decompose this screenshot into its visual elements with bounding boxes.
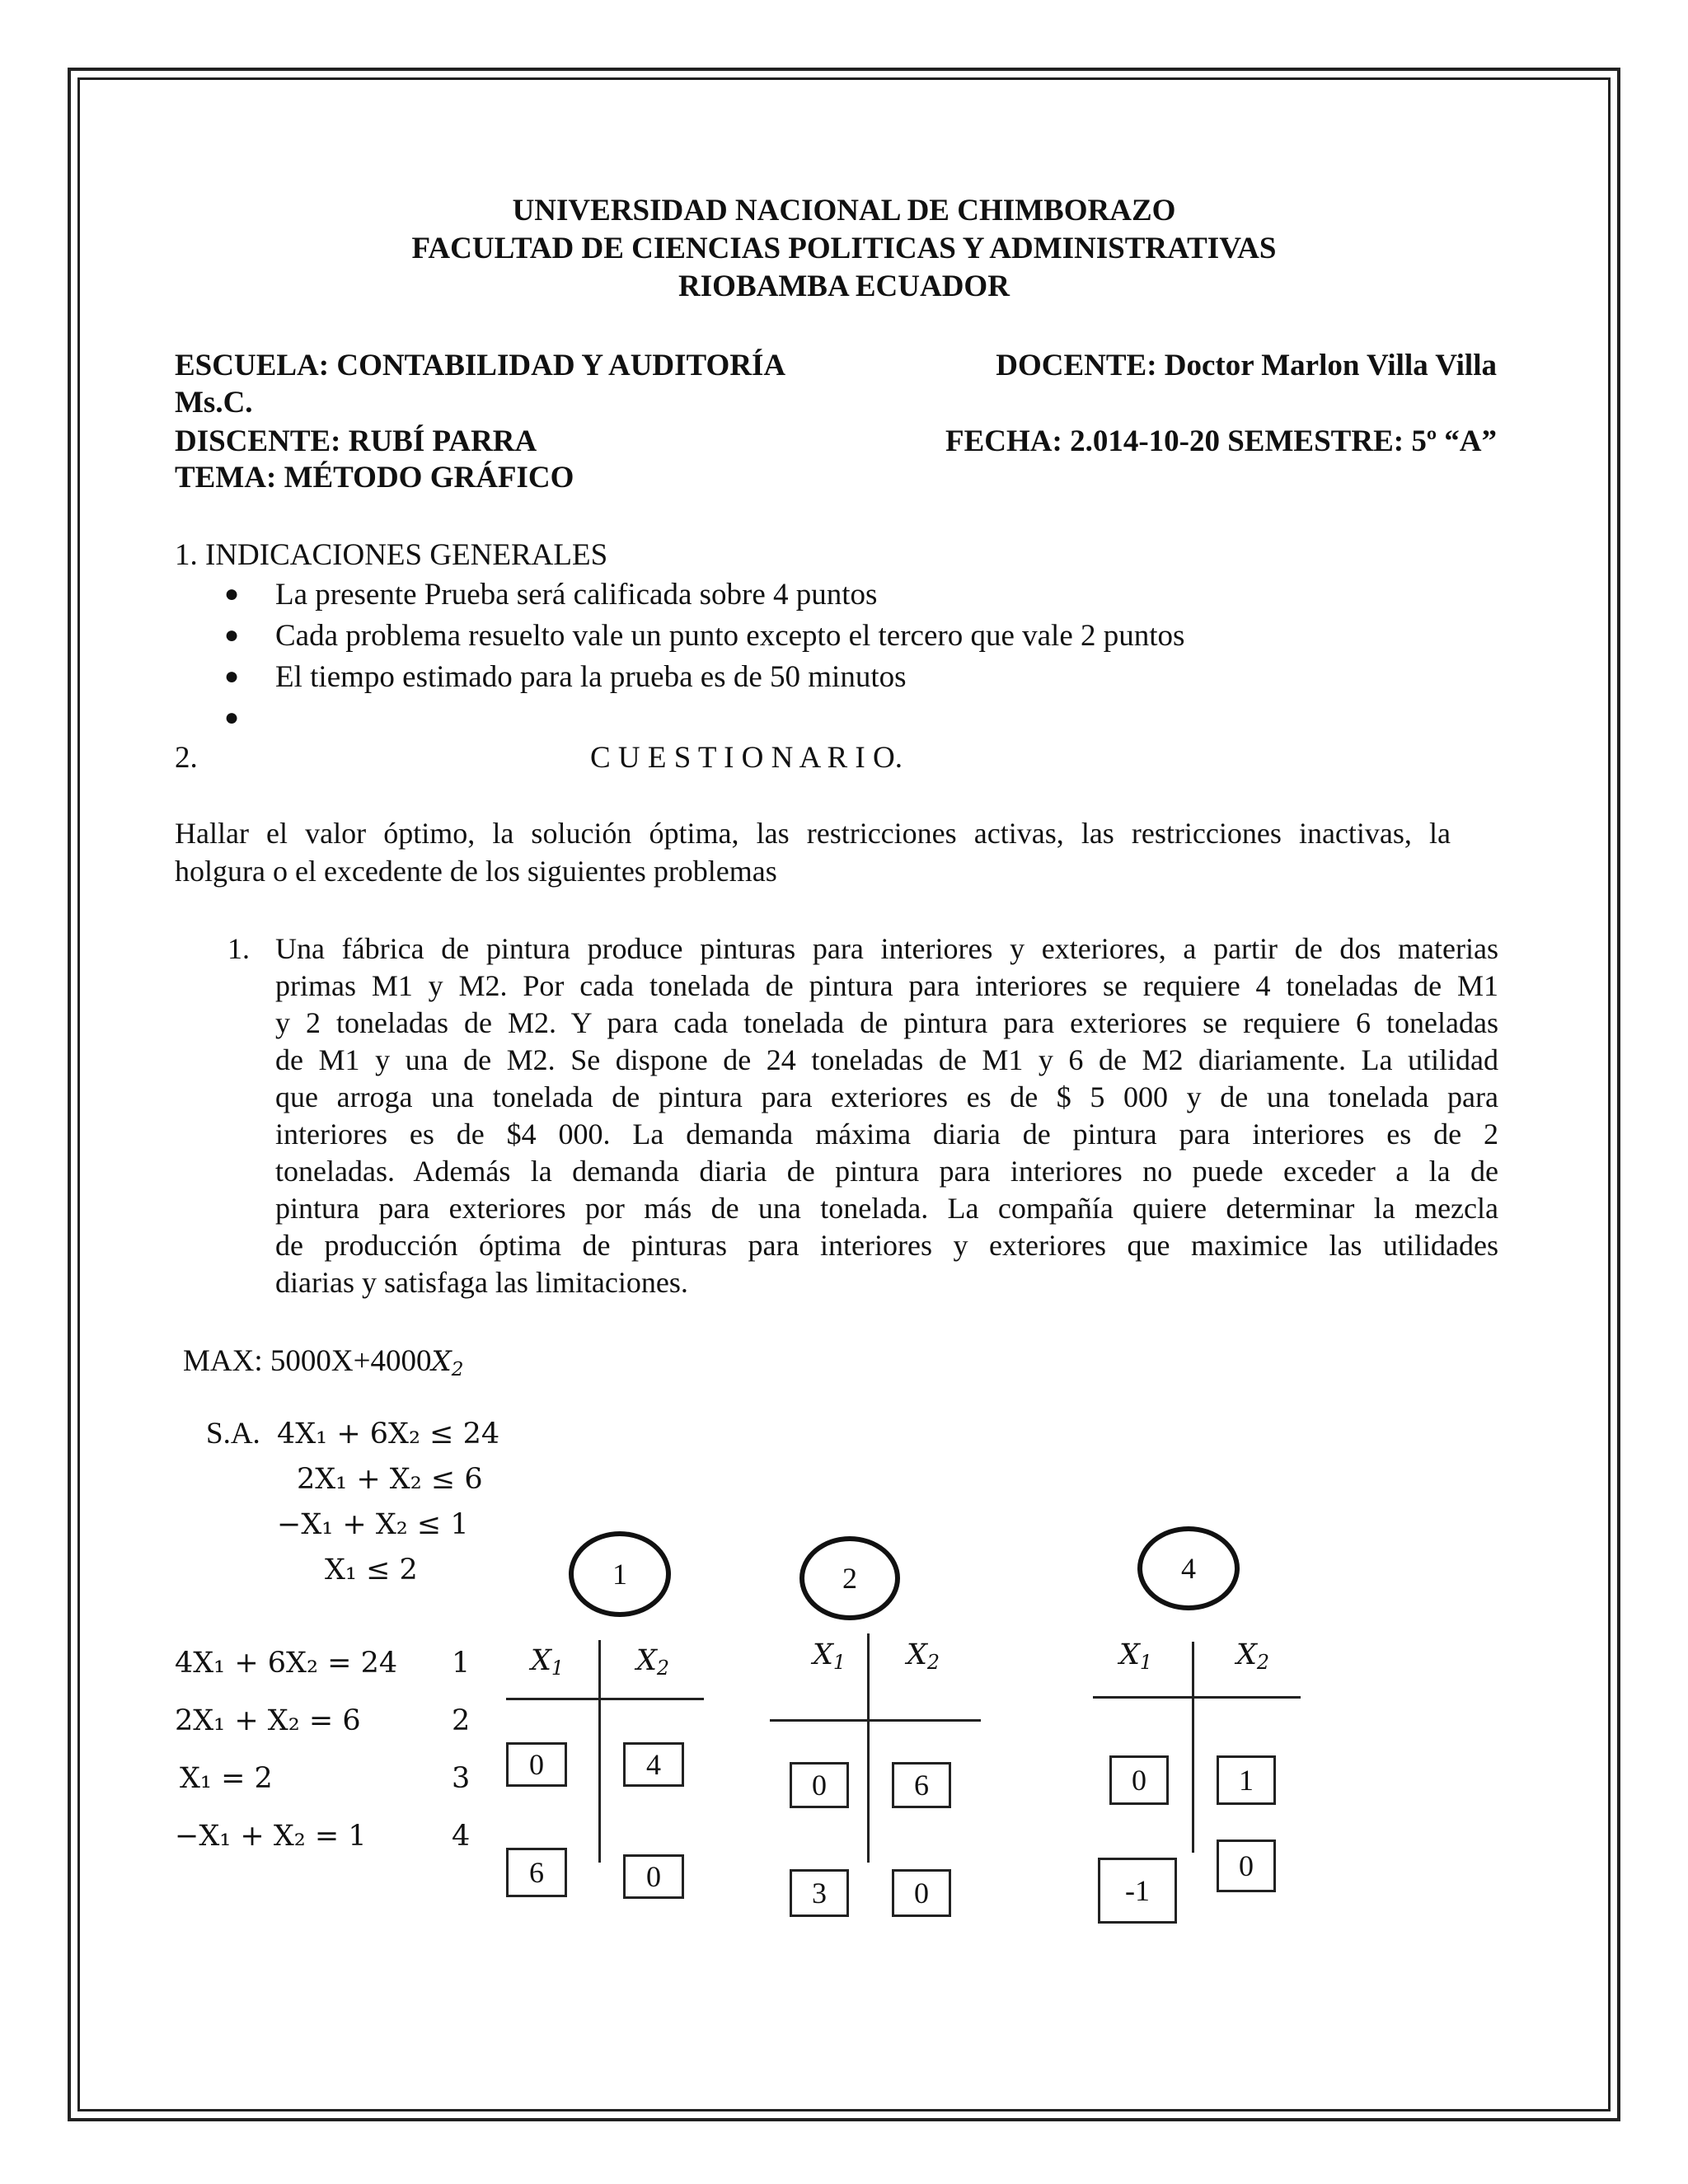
constraint-2: 2X₁ + X₂ ≤ 6: [297, 1463, 483, 1496]
table-cell: 0: [1109, 1755, 1169, 1805]
intro-line: holgura o el excedente de los siguientes problemas: [175, 855, 777, 888]
table-cell: 0: [892, 1869, 951, 1917]
problem-line: toneladas. Además la demanda diaria de pintura para interiores no puede exceder a la de: [275, 1155, 1498, 1188]
university-name: UNIVERSIDAD NACIONAL DE CHIMBORAZO: [512, 194, 1176, 227]
problem-line: primas M1 y M2. Por cada tonelada de pintura para interiores se requiere 4 toneladas de M1: [275, 969, 1498, 1002]
escuela-label: ESCUELA: CONTABILIDAD Y AUDITORÍA: [175, 349, 786, 382]
table-label-circle: [799, 1536, 900, 1620]
problem-line: diarias y satisfaga las limitaciones.: [275, 1266, 688, 1299]
equation-number: 4: [452, 1820, 471, 1853]
indicacion-item: El tiempo estimado para la prueba es de 50 minutos: [275, 660, 907, 694]
table-label: 4: [1181, 1552, 1196, 1585]
constraint-1: 4X₁ + 6X₂ ≤ 24: [277, 1418, 500, 1451]
cuestionario-title: C U E S T I O N A R I O.: [590, 741, 903, 775]
equation: X₁ = 2: [180, 1762, 273, 1795]
table-divider: [867, 1633, 870, 1863]
column-header-x2: $X_2$: [1236, 1638, 1270, 1674]
equation-number: 1: [452, 1647, 471, 1680]
column-header-x1: $X_1$: [1119, 1638, 1153, 1674]
column-header-x1: $X_1$: [531, 1644, 565, 1680]
equation-number: 3: [452, 1762, 471, 1795]
equation: 2X₁ + X₂ = 6: [175, 1704, 361, 1737]
equation-number: 2: [452, 1704, 471, 1737]
table-cell: -1: [1098, 1858, 1177, 1924]
table-rule: [770, 1719, 981, 1722]
section-number: 2.: [175, 741, 198, 775]
problem-line: y 2 toneladas de M2. Y para cada tonelada de pintura para exteriores se requiere 6 toneladas: [275, 1006, 1498, 1039]
problem-line: que arroga una tonelada de pintura para exteriores es de $ 5 000 y de una tonelada para: [275, 1080, 1498, 1113]
city-country: RIOBAMBA ECUADOR: [678, 269, 1010, 303]
table-cell: 0: [623, 1854, 684, 1899]
table-cell: 6: [892, 1762, 951, 1808]
table-cell: 0: [1217, 1840, 1276, 1892]
bullet: ●: [224, 704, 240, 731]
fecha-semestre: FECHA: 2.014-10-20 SEMESTRE: 5º “A”: [945, 424, 1497, 458]
docente-title: Ms.C.: [175, 386, 253, 419]
table-divider: [598, 1640, 601, 1863]
problem-line: pintura para exteriores por más de una tonelada. La compañía quiere determinar la mezcla: [275, 1192, 1498, 1225]
equation: −X₁ + X₂ = 1: [175, 1820, 367, 1853]
table-label-circle: [1137, 1526, 1240, 1610]
tema-label: TEMA: MÉTODO GRÁFICO: [175, 461, 574, 494]
table-label: 2: [842, 1562, 857, 1595]
indicaciones-title: 1. INDICACIONES GENERALES: [175, 538, 608, 572]
table-cell: 6: [506, 1848, 567, 1897]
table-divider: [1192, 1642, 1194, 1853]
faculty-name: FACULTAD DE CIENCIAS POLITICAS Y ADMINISTRATIVAS: [411, 232, 1277, 265]
constraint-4: X₁ ≤ 2: [325, 1554, 418, 1586]
problem-line: interiores es de $4 000. La demanda máxima diaria de pintura para interiores es de 2: [275, 1118, 1498, 1151]
table-cell: 0: [790, 1762, 849, 1808]
problem-line: de producción óptima de pinturas para interiores y exteriores que maximice las utilidades: [275, 1229, 1498, 1262]
table-cell: 0: [506, 1742, 567, 1787]
column-header-x2: $X_2$: [636, 1644, 670, 1680]
column-header-x2: $X_2$: [907, 1638, 940, 1674]
table-label: 1: [612, 1558, 627, 1591]
problem-line: Una fábrica de pintura produce pinturas para interiores y exteriores, a partir de dos materias: [275, 932, 1498, 965]
table-cell: 3: [790, 1869, 849, 1917]
constraint-3: −X₁ + X₂ ≤ 1: [277, 1508, 469, 1541]
indicacion-item: Cada problema resuelto vale un punto excepto el tercero que vale 2 puntos: [275, 619, 1185, 653]
bullet: ●: [224, 580, 240, 607]
docente-label: DOCENTE: Doctor Marlon Villa Villa: [996, 349, 1497, 382]
table-rule: [506, 1698, 704, 1700]
objective-function: [183, 1343, 463, 1380]
bullet: ●: [224, 621, 240, 649]
objective-var: $X_2$: [431, 1345, 464, 1380]
problem-line: de M1 y una de M2. Se dispone de 24 toneladas de M1 y 6 de M2 diariamente. La utilidad: [275, 1043, 1498, 1076]
discente-label: DISCENTE: RUBÍ PARRA: [175, 424, 537, 458]
intro-line: Hallar el valor óptimo, la solución óptima, las restricciones activas, las restricciones inactivas, la: [175, 817, 1451, 850]
indicacion-item: La presente Prueba será calificada sobre 4 puntos: [275, 578, 878, 612]
problem-number: 1.: [227, 932, 250, 965]
table-cell: 4: [623, 1742, 684, 1787]
table-label-circle: [569, 1531, 671, 1617]
sa-label: S.A.: [206, 1417, 260, 1451]
column-header-x1: $X_1$: [813, 1638, 846, 1674]
objective-prefix: MAX: 5000X+4000: [183, 1344, 432, 1378]
equation: 4X₁ + 6X₂ = 24: [175, 1647, 398, 1680]
table-rule: [1093, 1696, 1301, 1699]
bullet: ●: [224, 663, 240, 690]
table-cell: 1: [1217, 1755, 1276, 1805]
